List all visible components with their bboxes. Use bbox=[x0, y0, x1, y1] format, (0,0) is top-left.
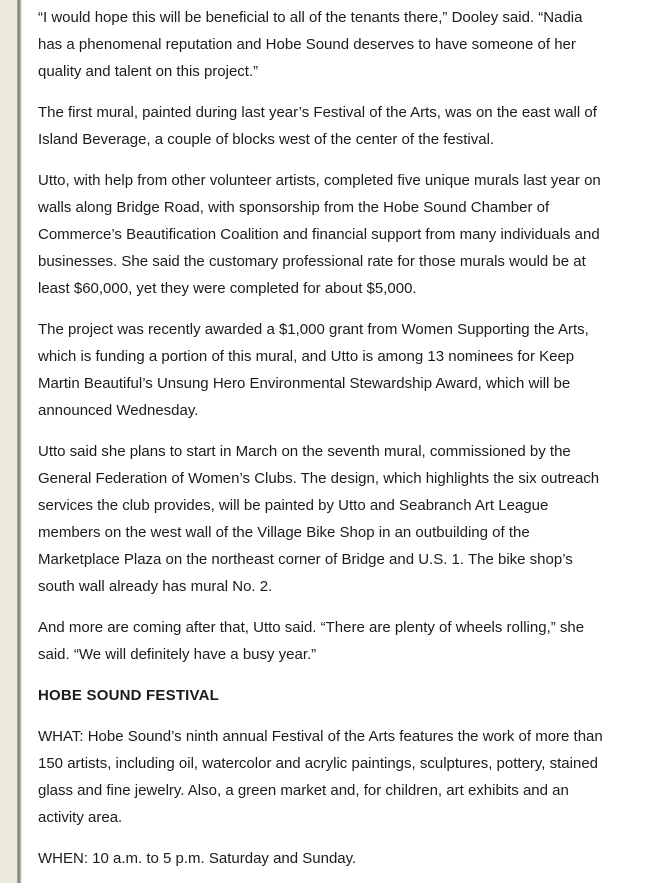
text-line: General Federation of Women’s Clubs. The design, which highlights the six outreach bbox=[38, 470, 600, 487]
text-line: Island Beverage, a couple of blocks west of the center of the festival. bbox=[38, 131, 495, 148]
text-line: least $60,000, yet they were completed for about $5,000. bbox=[38, 280, 417, 297]
text-line: businesses. She said the customary professional rate for those murals would be at bbox=[38, 253, 586, 270]
left-gutter bbox=[0, 0, 17, 883]
paragraph-when bbox=[38, 845, 644, 872]
paragraph-more-coming bbox=[38, 614, 644, 668]
heading-text: HOBE SOUND FESTIVAL bbox=[38, 687, 220, 704]
text-line: has a phenomenal reputation and Hobe Sound deserves to have someone of her bbox=[38, 36, 576, 53]
text-line: “I would hope this will be beneficial to all of the tenants there,” Dooley said. “Nadia bbox=[38, 9, 583, 26]
text-line: WHAT: Hobe Sound’s ninth annual Festival of the Arts features the work of more than bbox=[38, 728, 603, 745]
text-line: glass and fine jewelry. Also, a green market and, for children, art exhibits and an bbox=[38, 782, 569, 799]
text-line: Martin Beautiful’s Unsung Hero Environmental Stewardship Award, which will be bbox=[38, 375, 571, 392]
text-line: 150 artists, including oil, watercolor and acrylic paintings, sculptures, pottery, stained bbox=[38, 755, 599, 772]
article-content bbox=[22, 0, 662, 883]
paragraph-quote-dooley bbox=[38, 4, 644, 85]
paragraph-first-mural bbox=[38, 99, 644, 153]
paragraph-five-murals bbox=[38, 167, 644, 302]
text-line: Commerce’s Beautification Coalition and financial support from many individuals and bbox=[38, 226, 600, 243]
text-line: The project was recently awarded a $1,000 grant from Women Supporting the Arts, bbox=[38, 321, 589, 338]
text-line: services the club provides, will be painted by Utto and Seabranch Art League bbox=[38, 497, 549, 514]
text-line: Utto, with help from other volunteer artists, completed five unique murals last year on bbox=[38, 172, 601, 189]
text-line: walls along Bridge Road, with sponsorship from the Hobe Sound Chamber of bbox=[38, 199, 550, 216]
text-line: Utto said she plans to start in March on the seventh mural, commissioned by the bbox=[38, 443, 571, 460]
text-line: said. “We will definitely have a busy year.” bbox=[38, 646, 317, 663]
paragraph-what bbox=[38, 723, 644, 831]
text-line: quality and talent on this project.” bbox=[38, 63, 259, 80]
text-line: south wall already has mural No. 2. bbox=[38, 578, 273, 595]
text-line: Marketplace Plaza on the northeast corner of Bridge and U.S. 1. The bike shop’s bbox=[38, 551, 573, 568]
text-line: WHEN: 10 a.m. to 5 p.m. Saturday and Sunday. bbox=[38, 850, 357, 867]
paragraph-seventh-mural bbox=[38, 438, 644, 600]
text-line: members on the west wall of the Village Bike Shop in an outbuilding of the bbox=[38, 524, 530, 541]
text-line: announced Wednesday. bbox=[38, 402, 199, 419]
text-line: The first mural, painted during last year’s Festival of the Arts, was on the east wall of bbox=[38, 104, 597, 121]
text-line: And more are coming after that, Utto said. “There are plenty of wheels rolling,” she bbox=[38, 619, 585, 636]
text-line: activity area. bbox=[38, 809, 123, 826]
text-line: which is funding a portion of this mural, and Utto is among 13 nominees for Keep bbox=[38, 348, 575, 365]
paragraph-grant bbox=[38, 316, 644, 424]
section-heading-festival bbox=[38, 682, 644, 709]
